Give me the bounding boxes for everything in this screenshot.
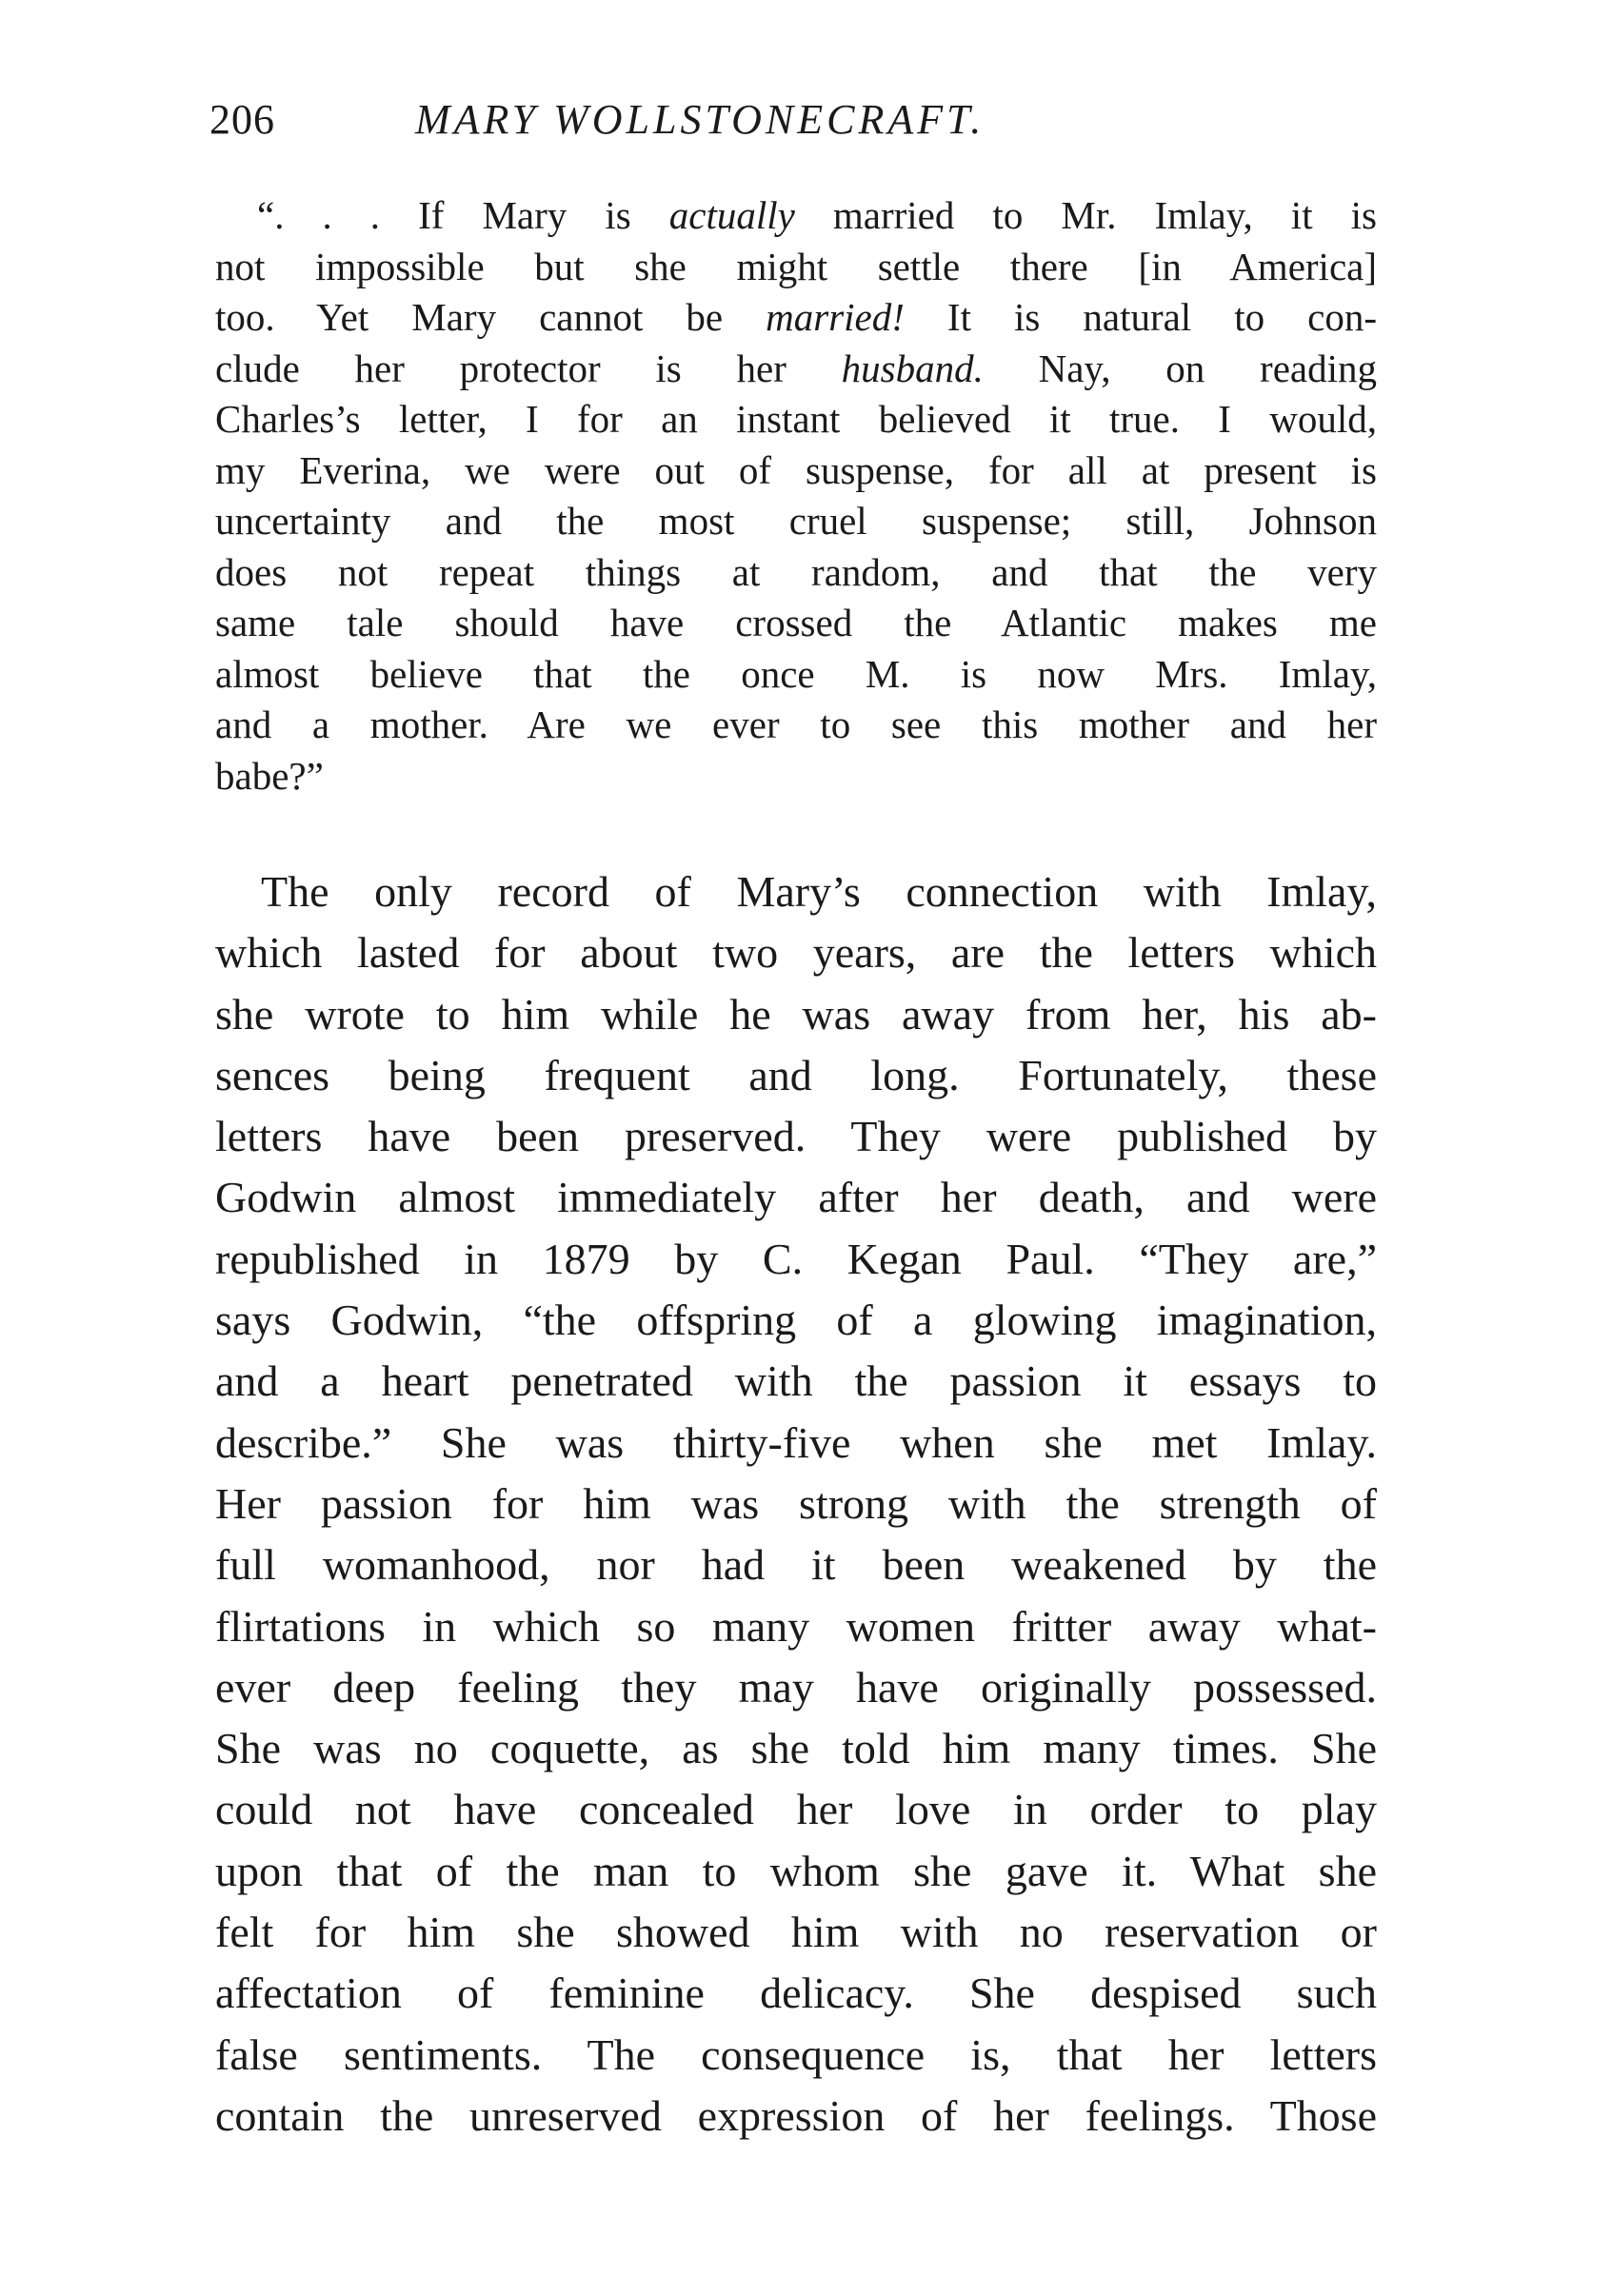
- paragraph-line: She was no coquette, as she told him many times. She: [215, 1724, 1377, 1773]
- paragraph-line: republished in 1879 by C. Kegan Paul. “They are,”: [215, 1234, 1377, 1283]
- quoted-letter: [215, 190, 1377, 802]
- quote-line: babe?”: [215, 753, 324, 798]
- paragraph-line: which lasted for about two years, are the letters which: [215, 928, 1377, 978]
- paragraph-line: felt for him she showed him with no reservation or: [215, 1908, 1377, 1957]
- quote-line: clude her protector is her husband. Nay, on reading: [215, 346, 1377, 390]
- quote-line: almost believe that the once M. is now Mrs. Imlay,: [215, 651, 1377, 696]
- quote-line: too. Yet Mary cannot be married! It is natural to con-: [215, 295, 1377, 339]
- page-number: 206: [209, 96, 275, 143]
- quote-line: does not repeat things at random, and that the very: [215, 549, 1377, 594]
- paragraph-line: flirtations in which so many women fritter away what-: [215, 1601, 1377, 1651]
- quote-line: not impossible but she might settle there [in America]: [215, 244, 1377, 288]
- paragraph-line: full womanhood, nor had it been weakened by the: [215, 1540, 1377, 1590]
- paragraph-line: contain the unreserved expression of her feelings. Those: [215, 2090, 1377, 2140]
- quote-line: Charles’s letter, I for an instant believed it true. I would,: [215, 397, 1377, 441]
- paragraph-line: affectation of feminine delicacy. She despised such: [215, 1969, 1377, 2018]
- quote-line: same tale should have crossed the Atlantic makes me: [215, 601, 1377, 644]
- paragraph-line: ever deep feeling they may have originally possessed.: [215, 1662, 1377, 1712]
- running-head: MARY WOLLSTONECRAFT.: [415, 96, 986, 143]
- body-paragraph: [215, 861, 1377, 2147]
- paragraph-line: could not have concealed her love in order to play: [215, 1785, 1377, 1834]
- quote-line: my Everina, we were out of suspense, for all at present is: [215, 447, 1377, 492]
- paragraph-line: The only record of Mary’s connection with Imlay,: [261, 867, 1377, 916]
- quote-line: uncertainty and the most cruel suspense; still, Johnson: [215, 499, 1377, 543]
- paragraph-line: Her passion for him was strong with the strength of: [215, 1478, 1377, 1528]
- paragraph-line: she wrote to him while he was away from her, his ab-: [215, 989, 1377, 1039]
- paragraph-line: letters have been preserved. They were published by: [215, 1112, 1377, 1161]
- paragraph-line: describe.” She was thirty-five when she met Imlay.: [215, 1417, 1377, 1467]
- paragraph-line: and a heart penetrated with the passion it essays to: [215, 1356, 1377, 1406]
- quote-line: “. . . If Mary is actually married to Mr. Imlay, it is: [257, 193, 1377, 237]
- quote-line: and a mother. Are we ever to see this mother and her: [215, 703, 1377, 746]
- paragraph-line: upon that of the man to whom she gave it. What she: [215, 1846, 1377, 1895]
- paragraph-line: sences being frequent and long. Fortunately, these: [215, 1050, 1377, 1099]
- paragraph-line: says Godwin, “the offspring of a glowing imagination,: [215, 1296, 1377, 1345]
- paragraph-line: false sentiments. The consequence is, that her letters: [215, 2029, 1377, 2079]
- page-header: [209, 95, 1390, 152]
- paragraph-line: Godwin almost immediately after her death, and were: [215, 1173, 1377, 1222]
